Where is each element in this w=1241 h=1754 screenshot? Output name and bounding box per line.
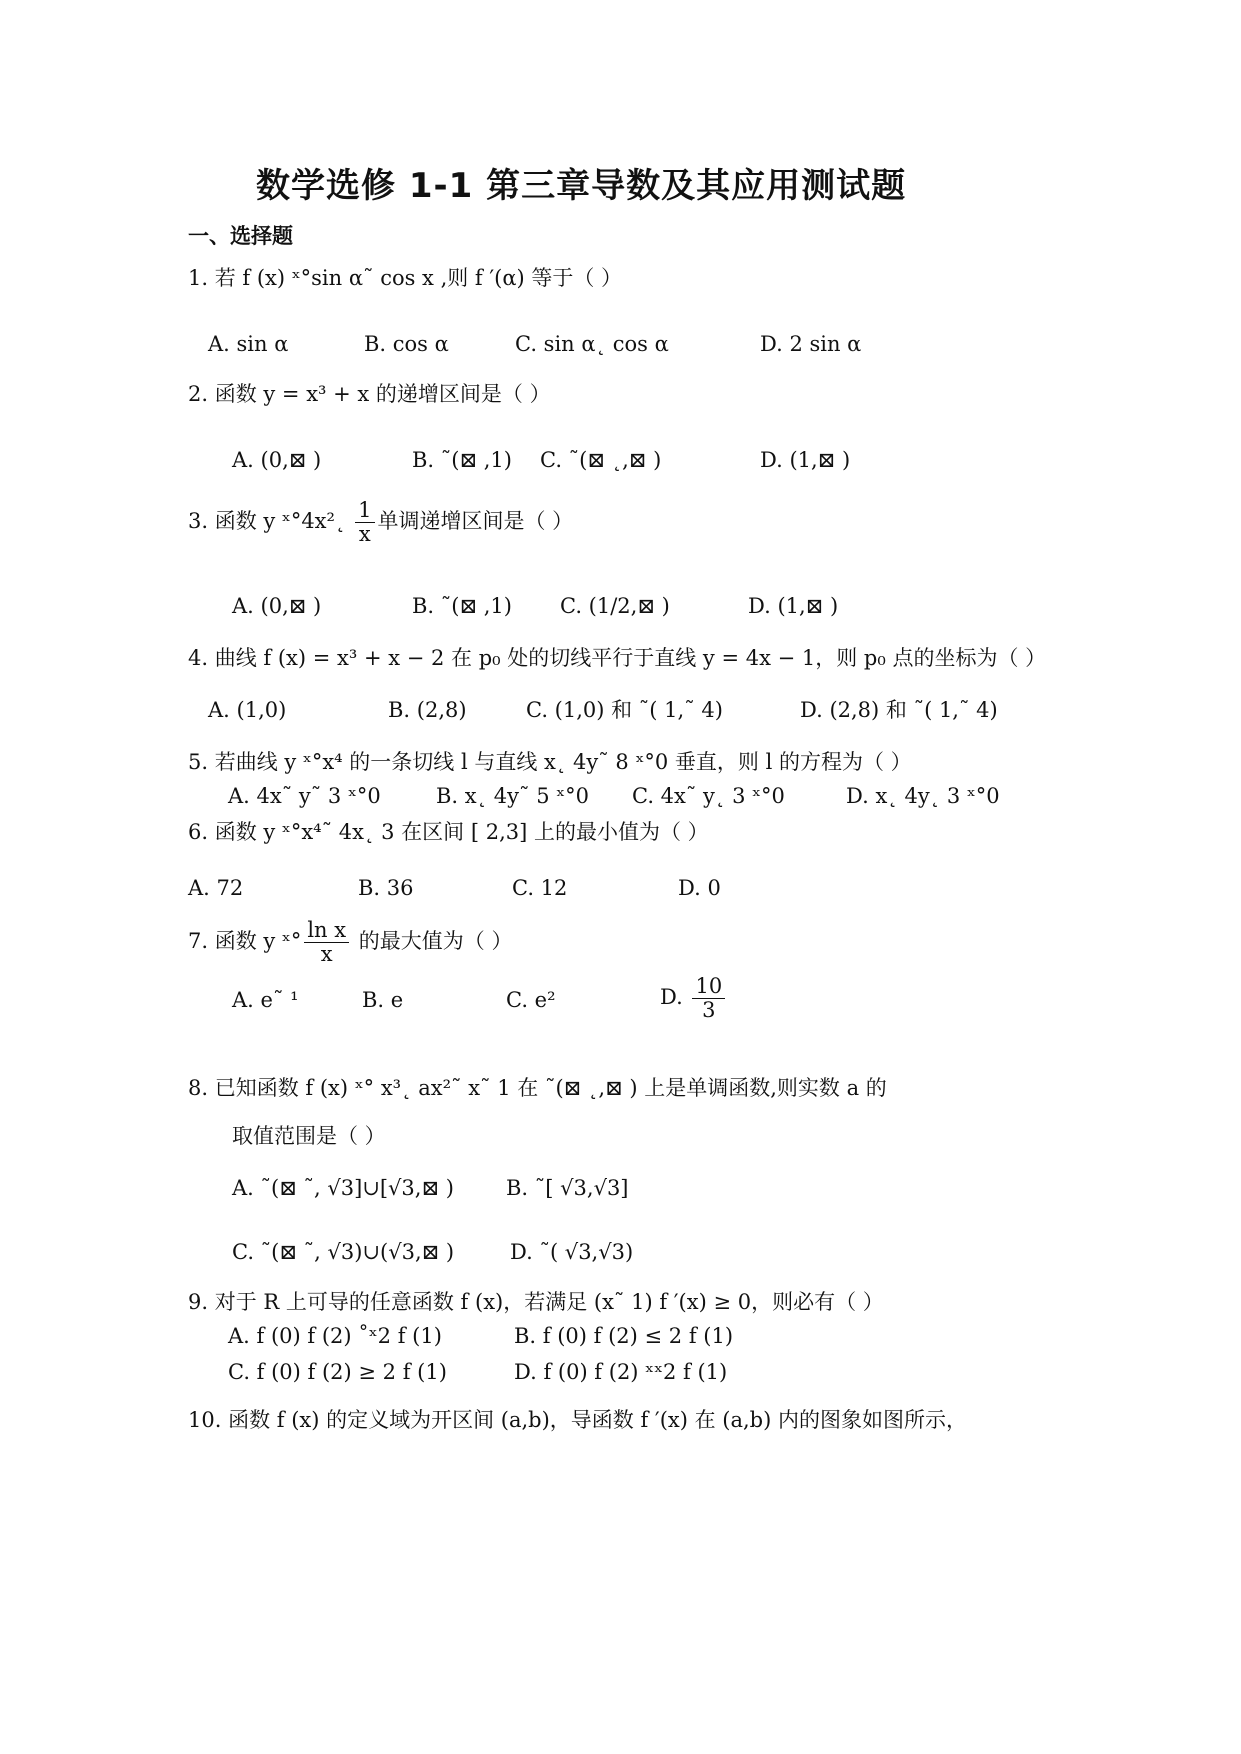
q5-option-c: C. 4x˜ y˛ 3 ˣ°0 — [632, 784, 785, 808]
q4-option-c: C. (1,0) 和 ˜( 1,˜ 4) — [526, 698, 723, 722]
question-9: 9. 对于 R 上可导的任意函数 f (x)，若满足 (x˜ 1) f ′(x) ≥ 0，则必有（ ） — [188, 1290, 884, 1314]
q4-option-d: D. (2,8) 和 ˜( 1,˜ 4) — [800, 698, 998, 722]
q6-option-a: A. 72 — [188, 876, 244, 900]
question-5: 5. 若曲线 y ˣ°x⁴ 的一条切线 l 与直线 x˛ 4y˜ 8 ˣ°0 垂直，则 l 的方程为（ ） — [188, 750, 912, 774]
q5-option-a: A. 4x˜ y˜ 3 ˣ°0 — [228, 784, 381, 808]
q7-d-frac-numerator: 10 — [692, 976, 725, 999]
section-heading: 一、选择题 — [188, 224, 293, 248]
q9-option-d: D. f (0) f (2) ˣˣ2 f (1) — [514, 1360, 728, 1384]
q2-option-b: B. ˜(⊠ ,1) — [412, 448, 512, 472]
q2-option-c: C. ˜(⊠ ˛,⊠ ) — [540, 448, 662, 472]
question-8: 8. 已知函数 f (x) ˣ° x³˛ ax²˜ x˜ 1 在 ˜(⊠ ˛,⊠ ) 上是单调函数,则实数 a 的 — [188, 1076, 887, 1100]
q4-option-b: B. (2,8) — [388, 698, 467, 722]
q7-d-frac-denominator: 3 — [702, 998, 716, 1022]
q6-option-c: C. 12 — [512, 876, 568, 900]
q1-option-b: B. cos α — [364, 332, 449, 356]
q8-option-c: C. ˜(⊠ ˜, √3)∪(√3,⊠ ) — [232, 1240, 455, 1264]
q9-option-b: B. f (0) f (2) ≤ 2 f (1) — [514, 1324, 734, 1348]
q7-option-b: B. e — [362, 988, 404, 1012]
q4-option-a: A. (1,0) — [208, 698, 287, 722]
q3-fraction — [355, 500, 374, 545]
q3-option-b: B. ˜(⊠ ,1) — [412, 594, 512, 618]
q7-text-post: 的最大值为（ ） — [352, 929, 513, 953]
q7-option-c: C. e² — [506, 988, 556, 1012]
question-10: 10. 函数 f (x) 的定义域为开区间 (a,b)，导函数 f ′(x) 在 (a,b) 内的图象如图所示， — [188, 1408, 967, 1432]
q9-option-c: C. f (0) f (2) ≥ 2 f (1) — [228, 1360, 447, 1384]
q1-option-c: C. sin α˛ cos α — [515, 332, 669, 356]
q8-option-a: A. ˜(⊠ ˜, √3]∪[√3,⊠ ) — [232, 1176, 454, 1200]
q5-option-b: B. x˛ 4y˜ 5 ˣ°0 — [436, 784, 589, 808]
q3-option-a: A. (0,⊠ ) — [232, 594, 322, 618]
q2-option-a: A. (0,⊠ ) — [232, 448, 322, 472]
q3-text-pre: 3. 函数 y ˣ°4x²˛ — [188, 509, 353, 533]
q5-option-d: D. x˛ 4y˛ 3 ˣ°0 — [846, 784, 1000, 808]
q8-option-b: B. ˜[ √3,√3] — [506, 1176, 629, 1200]
q3-frac-denominator: x — [358, 522, 371, 546]
q9-option-a: A. f (0) f (2) ˚ˣ2 f (1) — [228, 1324, 442, 1348]
question-8-continuation: 取值范围是（ ） — [232, 1124, 386, 1148]
q6-option-b: B. 36 — [358, 876, 414, 900]
question-1: 1. 若 f (x) ˣ°sin α˜ cos x ,则 f ′(α) 等于（ ） — [188, 266, 623, 290]
q7-option-a: A. e˜ ¹ — [232, 988, 299, 1012]
q3-option-c: C. (1/2,⊠ ) — [560, 594, 670, 618]
q7-text-pre: 7. 函数 y ˣ° — [188, 929, 302, 953]
q3-frac-numerator: 1 — [355, 500, 374, 523]
question-4: 4. 曲线 f (x) = x³ + x − 2 在 p₀ 处的切线平行于直线 y = 4x − 1，则 p₀ 点的坐标为（ ） — [188, 646, 1047, 670]
question-7 — [188, 920, 512, 965]
q7-option-d-label: D. — [660, 985, 683, 1009]
page-title: 数学选修 1-1 第三章导数及其应用测试题 — [256, 166, 907, 206]
q7-option-d-fraction — [692, 976, 725, 1021]
q1-option-a: A. sin α — [208, 332, 289, 356]
question-6: 6. 函数 y ˣ°x⁴˜ 4x˛ 3 在区间 [ 2,3] 上的最小值为（ ） — [188, 820, 709, 844]
q7-frac-denominator: x — [320, 942, 333, 966]
q7-frac-numerator: ln x — [304, 920, 349, 943]
q8-option-d: D. ˜( √3,√3) — [510, 1240, 634, 1264]
question-2: 2. 函数 y = x³ + x 的递增区间是（ ） — [188, 382, 551, 406]
q7-option-d — [660, 976, 728, 1021]
q2-option-d: D. (1,⊠ ) — [760, 448, 851, 472]
q1-option-d: D. 2 sin α — [760, 332, 862, 356]
q7-fraction — [304, 920, 349, 965]
question-3 — [188, 500, 573, 545]
q3-option-d: D. (1,⊠ ) — [748, 594, 839, 618]
q6-option-d: D. 0 — [678, 876, 721, 900]
q3-text-post: 单调递增区间是（ ） — [377, 509, 574, 533]
